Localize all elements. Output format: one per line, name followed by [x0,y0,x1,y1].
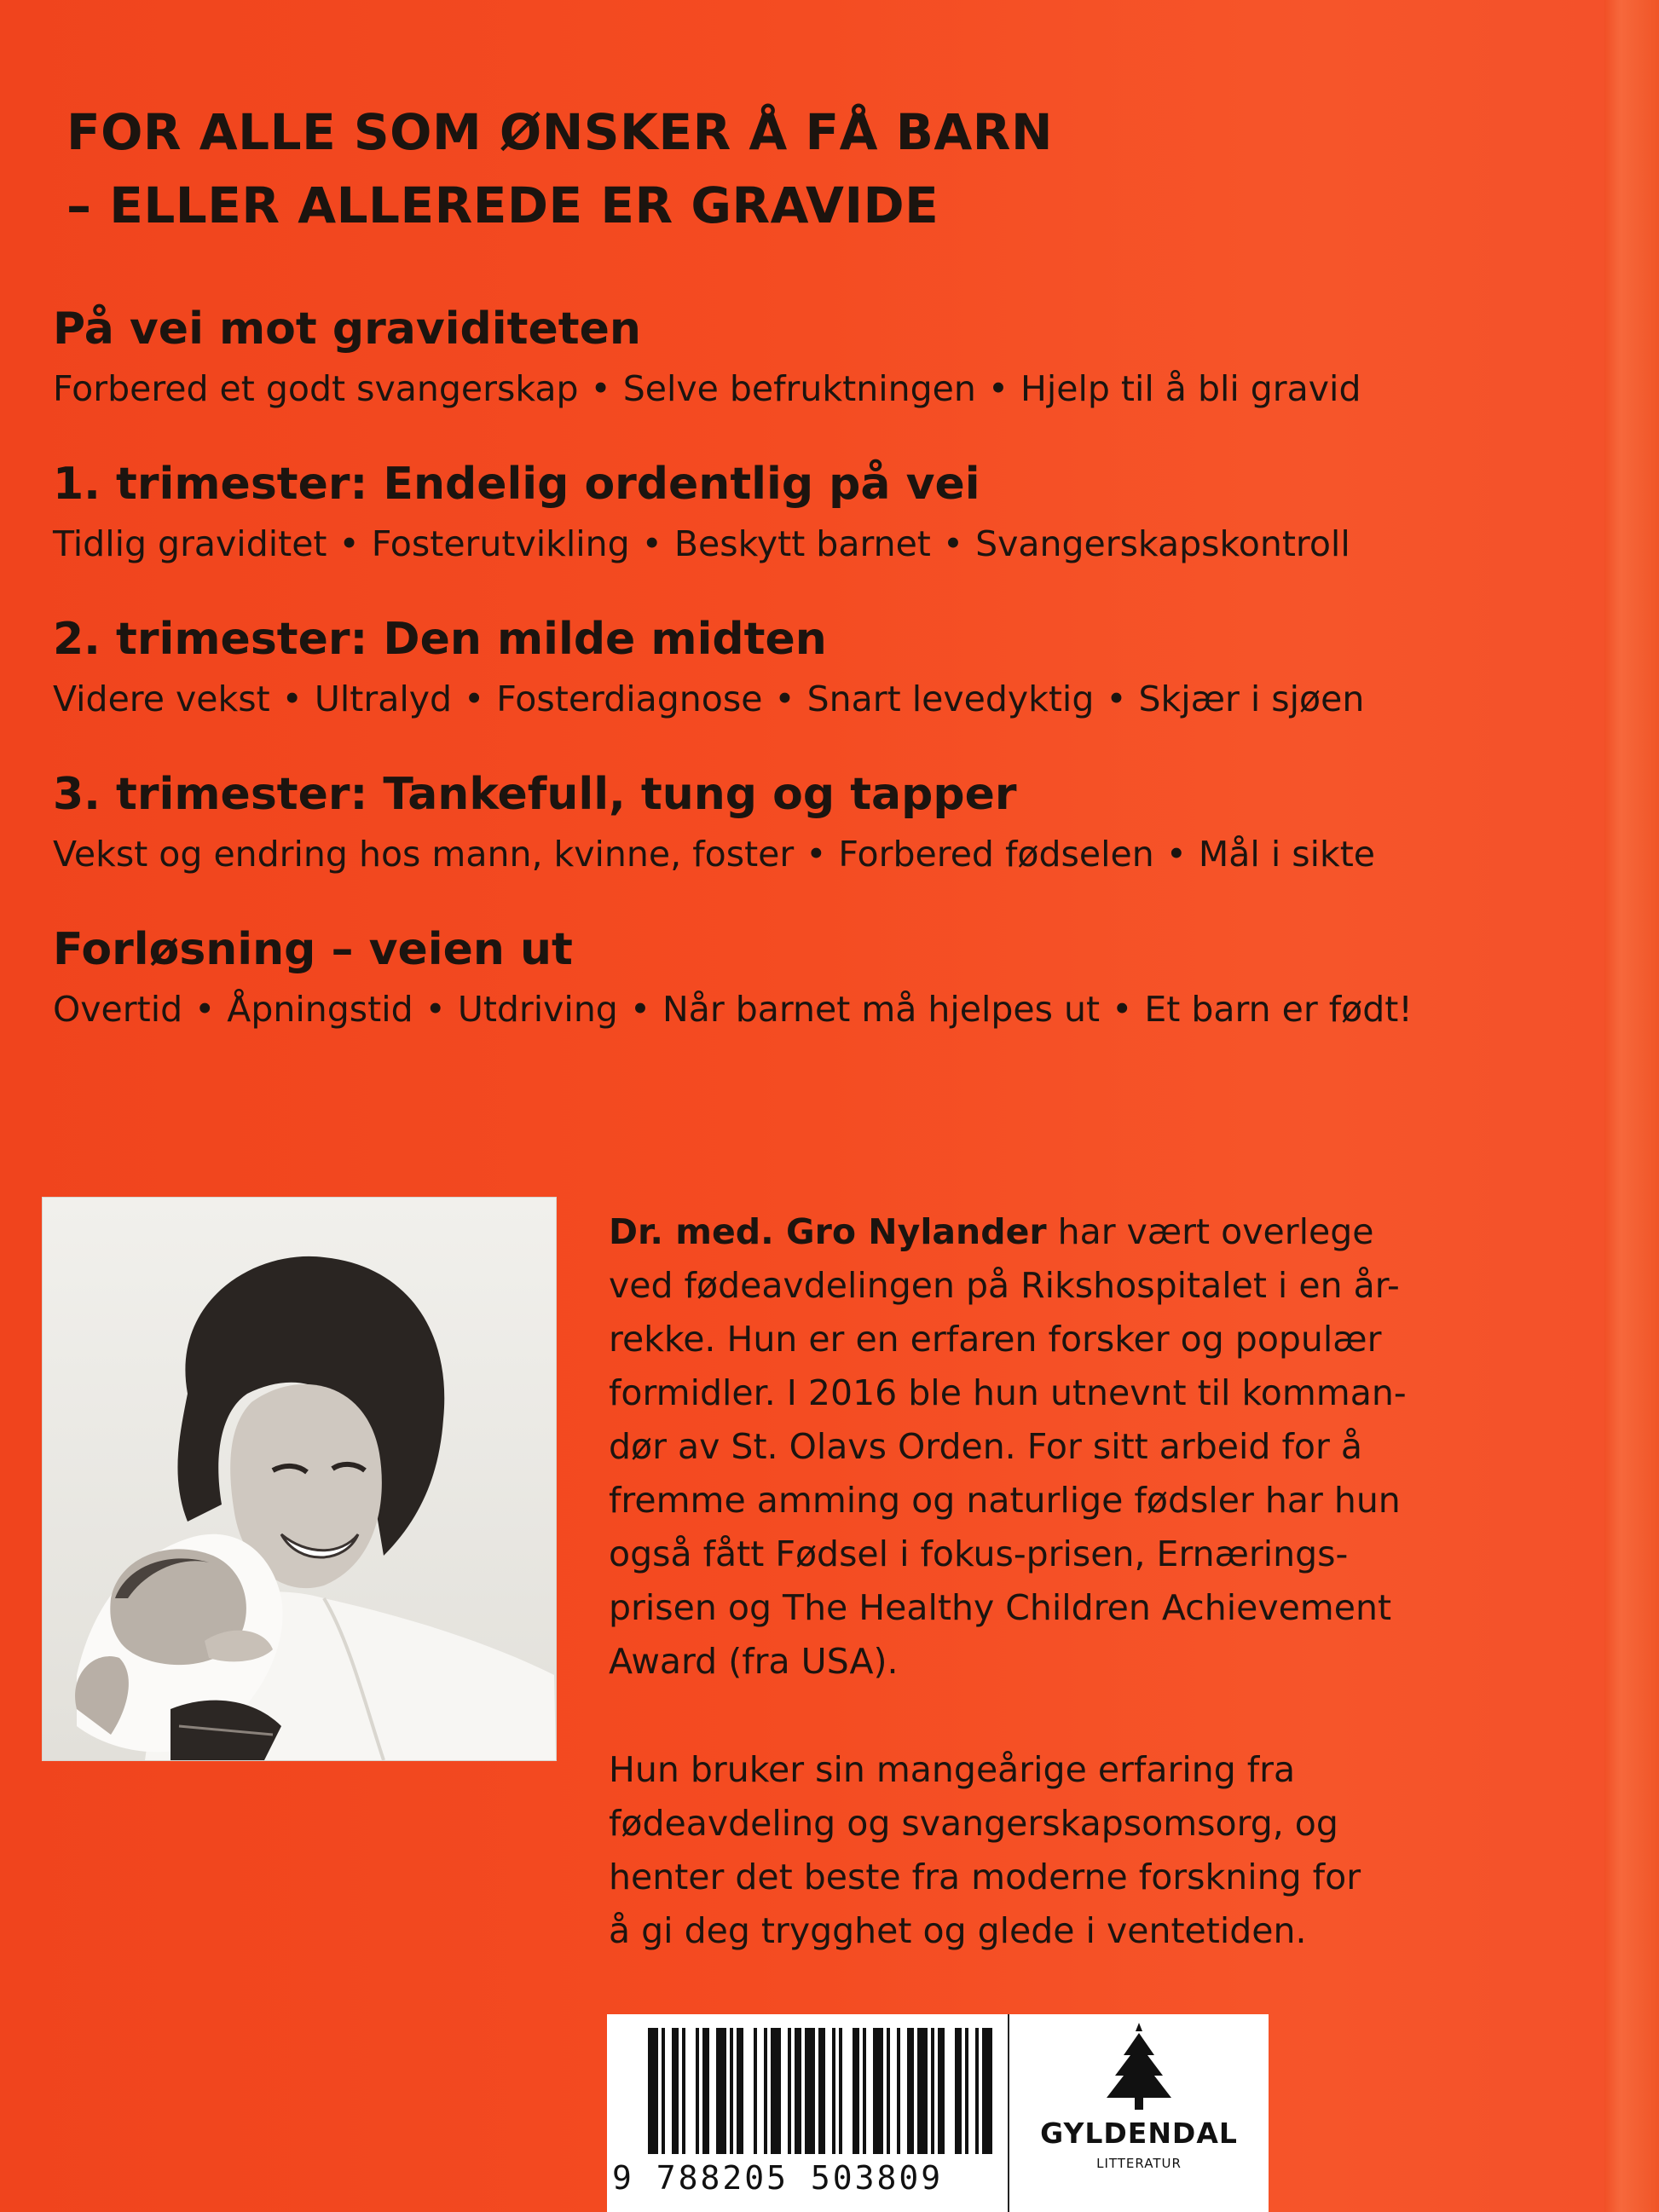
topic: Snart levedyktig [806,679,1095,719]
bullet-separator: • [1165,834,1187,875]
section-topics [53,515,1604,573]
topic: Et barn er født! [1144,989,1413,1030]
bullet-separator: • [774,679,795,719]
barcode-bar [648,2028,658,2154]
barcode-panel [607,2014,1269,2212]
topic: Forbered et godt svangerskap [53,368,579,409]
bullet-separator: • [425,989,446,1030]
barcode-bar [754,2028,757,2154]
section-title: 2. trimester: Den milde midten [53,614,827,665]
barcode-bar [730,2028,733,2154]
isbn-barcode [607,2014,1009,2212]
bio-paragraph-2 [609,1743,1512,1958]
topic: Vekst og endring hos mann, kvinne, foster [53,834,795,875]
topic: Selve befruktningen [622,368,976,409]
topic: Tidlig graviditet [53,523,327,564]
bio-line: henter det beste fra moderne forskning for [609,1857,1361,1897]
bio-paragraph-1 [609,1205,1512,1689]
barcode-bar [982,2028,992,2154]
section-topics [53,980,1604,1038]
bullet-separator: • [1106,679,1127,719]
section-pregnancy-path [53,298,1604,453]
barcode-bar [938,2028,945,2154]
topic: Hjelp til å bli gravid [1020,368,1361,409]
bio-line: fødeavdeling og svangerskapsomsorg, og [609,1803,1338,1844]
bullet-separator: • [194,989,216,1030]
barcode-bars [607,2014,1008,2159]
topic: Åpningstid [227,989,413,1030]
bio-line: Award (fra USA). [609,1641,899,1682]
bullet-separator: • [942,523,964,564]
section-title: På vei mot graviditeten [53,303,641,355]
barcode-bar [965,2028,968,2154]
bio-line: også fått Fødsel i fokus-prisen, Ernærings- [609,1533,1349,1574]
cover-edge [1604,0,1659,2212]
topic: Fosterutvikling [371,523,630,564]
barcode-bar [863,2028,866,2154]
barcode-bar [955,2028,962,2154]
topic: Forbered fødselen [838,834,1154,875]
barcode-bar [975,2028,979,2154]
section-title: 1. trimester: Endelig ordentlig på vei [53,459,980,510]
publisher-name: GYLDENDAL [1040,2117,1238,2150]
topic: Ultralyd [314,679,452,719]
barcode-bar [696,2028,699,2154]
topic: Fosterdiagnose [496,679,763,719]
topic: Når barnet må hjelpes ut [662,989,1101,1030]
section-title: Forløsning – veien ut [53,924,573,975]
bio-line-text: har vært overlege [1046,1211,1374,1252]
section-topics [53,670,1604,728]
barcode-bar [788,2028,791,2154]
headline [66,95,1431,242]
bio-line: fremme amming og naturlige fødsler har hun [609,1480,1401,1521]
bullet-separator: • [806,834,827,875]
barcode-bar [853,2028,859,2154]
barcode-bar [897,2028,900,2154]
barcode-bar [873,2028,883,2154]
section-trimester-3 [53,764,1604,919]
tree-icon [1009,2014,1269,2117]
barcode-bar [672,2028,679,2154]
bio-line: dør av St. Olavs Orden. For sitt arbeid for å [609,1426,1362,1467]
barcode-bar [764,2028,767,2154]
bullet-separator: • [987,368,1009,409]
publisher-logo [1009,2014,1269,2212]
barcode-bar [737,2028,743,2154]
bullet-separator: • [590,368,611,409]
bio-line: ved fødeavdelingen på Rikshospitalet i en år- [609,1265,1400,1306]
barcode-bar [832,2028,835,2154]
section-title: 3. trimester: Tankefull, tung og tapper [53,769,1017,820]
section-delivery [53,919,1604,1074]
barcode-bar [818,2028,825,2154]
bio-line: prisen og The Healthy Children Achievement [609,1587,1392,1628]
barcode-bar [839,2028,842,2154]
section-trimester-2 [53,609,1604,764]
bullet-separator: • [1112,989,1133,1030]
bullet-separator: • [464,679,485,719]
isbn-number: 9 788205 503809 [612,2159,944,2197]
bullet-separator: • [629,989,651,1030]
barcode-bar [662,2028,665,2154]
headline-line-1: FOR ALLE SOM ØNSKER Å FÅ BARN [66,103,1053,161]
publisher-imprint: LITTERATUR [1096,2156,1182,2171]
barcode-bar [682,2028,685,2154]
topic: Utdriving [457,989,618,1030]
bio-line: Hun bruker sin mangeårige erfaring fra [609,1749,1296,1790]
bio-line [609,1205,1512,1259]
author-name: Dr. med. Gro Nylander [609,1211,1047,1252]
barcode-bar [907,2028,914,2154]
bio-line: å gi deg trygghet og glede i ventetiden. [609,1910,1307,1951]
topic: Mål i sikte [1198,834,1376,875]
barcode-bar [716,2028,726,2154]
bullet-separator: • [338,523,360,564]
barcode-bar [931,2028,934,2154]
topic: Skjær i sjøen [1138,679,1365,719]
topic: Svangerskapskontroll [975,523,1350,564]
barcode-bar [887,2028,890,2154]
headline-line-2: – ELLER ALLEREDE ER GRAVIDE [66,176,939,234]
barcode-bar [917,2028,928,2154]
topic: Beskytt barnet [673,523,931,564]
bullet-separator: • [281,679,303,719]
topic: Videre vekst [53,679,270,719]
barcode-bar [805,2028,815,2154]
bio-line: rekke. Hun er en erfaren forsker og populær [609,1319,1382,1360]
barcode-bar [795,2028,801,2154]
section-topics [53,825,1604,883]
contents-sections [53,298,1604,1074]
author-photo [43,1198,556,1760]
section-trimester-1 [53,453,1604,609]
bio-line: formidler. I 2016 ble hun utnevnt til komman- [609,1372,1407,1413]
barcode-bar [702,2028,709,2154]
barcode-bar [771,2028,781,2154]
bullet-separator: • [641,523,662,564]
topic: Overtid [53,989,183,1030]
section-topics [53,360,1604,418]
author-photo-illustration [43,1198,556,1760]
author-bio [609,1205,1512,1958]
